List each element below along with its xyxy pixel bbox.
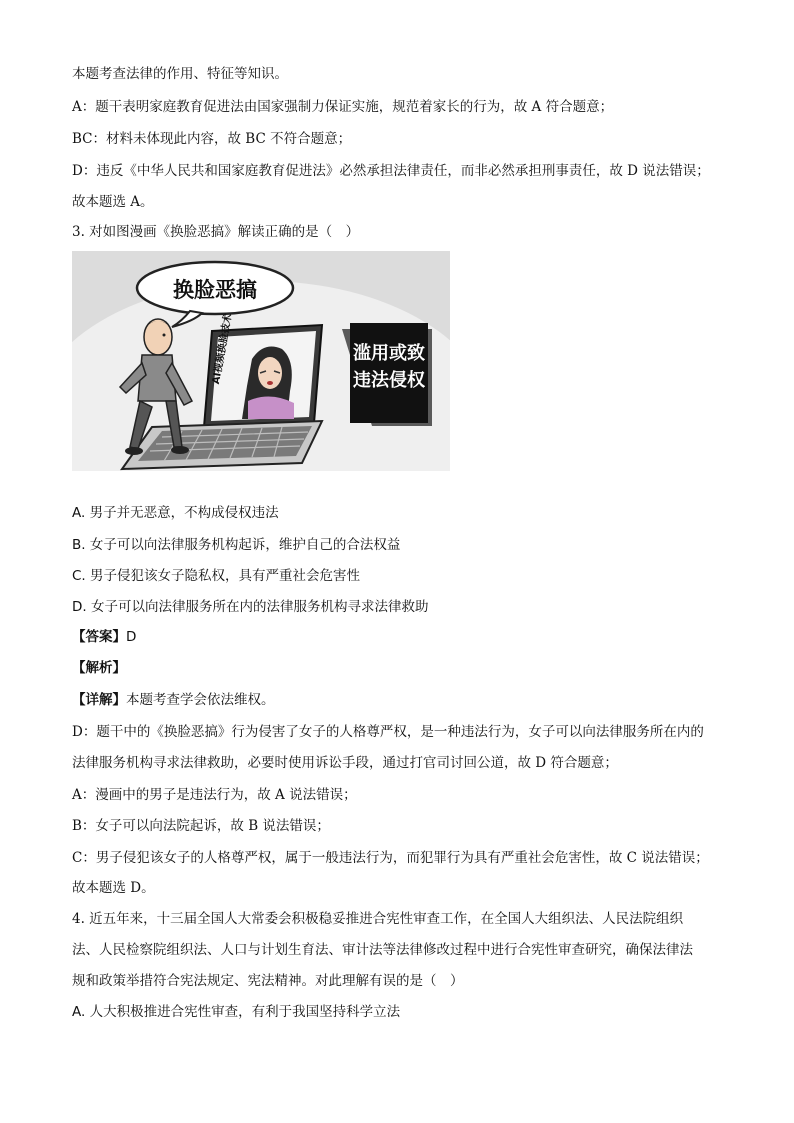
text-line: D：题干中的《换脸恶搞》行为侵害了女子的人格尊严权，是一种违法行为，女子可以向法律服务所在内的 [72,724,704,740]
detail-line [72,690,732,710]
option-a: A. 男子并无恶意，不构成侵权违法 [72,505,279,521]
text-line: B：女子可以向法院起诉，故 B 说法错误； [72,818,330,834]
analysis-tag: 【解析】 [72,660,126,676]
text-line: BC：材料未体现此内容，故 BC 不符合题意； [72,131,352,147]
text-line: C：男子侵犯该女子的人格尊严权，属于一般违法行为，而犯罪行为具有严重社会危害性，故 C 说法错误； [72,850,709,866]
warning-sign [342,323,432,426]
sign-line-1: 滥用或致 [353,343,425,364]
bubble-text: 换脸恶搞 [173,278,257,302]
question-3: 3. 对如图漫画《换脸恶搞》解读正确的是（ ） [72,224,360,240]
sign-line-2: 违法侵权 [353,370,425,391]
question-4: 4. 近五年来，十三届全国人大常委会积极稳妥推进合宪性审查工作，在全国人大组织法、人民法院组织 [72,911,684,927]
screen-text: AI视频换脸技术 [210,312,235,386]
q4-option-a: A. 人大积极推进合宪性审查，有利于我国坚持科学立法 [72,1004,401,1020]
text-line: 法律服务机构寻求法律救助，必要时使用诉讼手段，通过打官司讨回公道，故 D 符合题意； [72,755,618,771]
answer-value: D [126,629,137,645]
answer-tag: 【答案】 [72,629,126,645]
option-d: D. 女子可以向法律服务所在内的法律服务机构寻求法律救助 [72,599,429,615]
detail-text: 本题考查学会依法维权。 [126,692,275,708]
text-line: 本题考查法律的作用、特征等知识。 [72,66,288,82]
answer-line [72,627,732,647]
option-b: B. 女子可以向法律服务机构起诉，维护自己的合法权益 [72,537,401,553]
text-line: A：题干表明家庭教育促进法由国家强制力保证实施，规范着家长的行为，故 A 符合题意； [72,99,614,115]
option-c: C. 男子侵犯该女子隐私权，具有严重社会危害性 [72,568,361,584]
text-line: 故本题选 D。 [72,880,155,896]
text-line: 故本题选 A。 [72,194,154,210]
text-line: D：违反《中华人民共和国家庭教育促进法》必然承担法律责任，而非必然承担刑事责任，故 D 说法错误； [72,163,710,179]
text-line: A：漫画中的男子是违法行为，故 A 说法错误； [72,787,357,803]
text-line: 法、人民检察院组织法、人口与计划生育法、审计法等法律修改过程中进行合宪性审查研究，确保法律法 [72,942,693,958]
text-line: 规和政策举措符合宪法规定、宪法精神。对此理解有误的是（ ） [72,973,464,989]
detail-tag: 【详解】 [72,692,126,708]
cartoon-illustration [72,251,450,471]
